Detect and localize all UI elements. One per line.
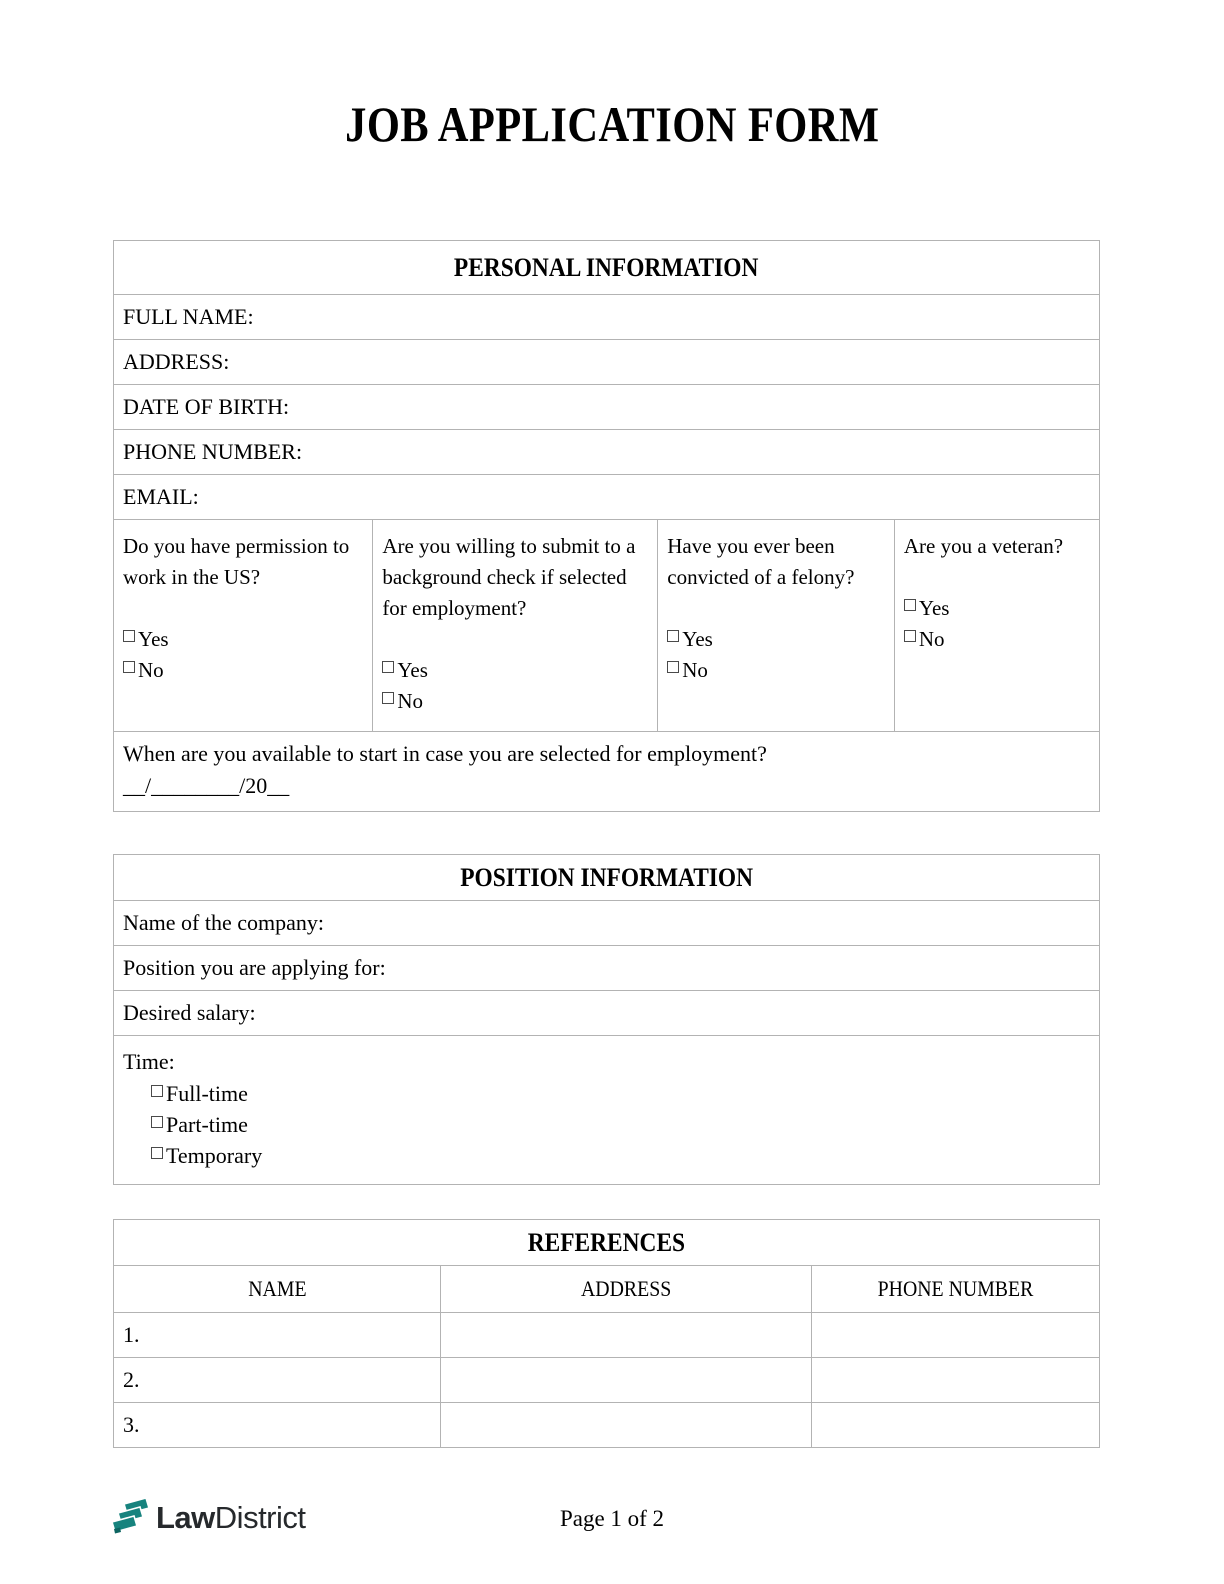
field-row xyxy=(114,901,1100,946)
option-yes-label: Yes xyxy=(397,658,428,682)
references-column-header-row xyxy=(114,1266,1100,1313)
reference-3-address-cell[interactable] xyxy=(441,1403,812,1448)
questions-row xyxy=(114,520,1100,732)
checkbox-icon[interactable] xyxy=(151,1116,163,1128)
page-footer xyxy=(0,1494,1224,1550)
availability-cell[interactable] xyxy=(114,732,1100,812)
phone-number-field[interactable] xyxy=(114,430,1100,475)
references-table xyxy=(113,1219,1100,1448)
option-temporary-label: Temporary xyxy=(166,1143,263,1168)
option-yes-label: Yes xyxy=(682,627,713,651)
position-applied-label: Position you are applying for: xyxy=(123,955,386,980)
option-yes xyxy=(382,655,647,686)
options-group xyxy=(382,655,647,717)
checkbox-icon[interactable] xyxy=(151,1147,163,1159)
phone-column-header xyxy=(812,1266,1100,1313)
table-row xyxy=(114,1358,1100,1403)
date-of-birth-field[interactable] xyxy=(114,385,1100,430)
address-field[interactable] xyxy=(114,340,1100,385)
question-felony-text: Have you ever been convicted of a felony? xyxy=(667,534,855,589)
option-temporary xyxy=(151,1140,1090,1171)
row-number: 2. xyxy=(123,1367,140,1392)
page-number-label: Page 1 of 2 xyxy=(559,1506,665,1531)
question-permission-text: Do you have permission to work in the US? xyxy=(123,534,350,589)
row-number: 3. xyxy=(123,1412,140,1437)
table-row xyxy=(114,1403,1100,1448)
options-group xyxy=(667,624,884,686)
reference-1-phone-cell[interactable] xyxy=(812,1313,1100,1358)
time-options-group xyxy=(151,1078,1090,1171)
brand-district: District xyxy=(214,1500,306,1535)
title-wrap xyxy=(0,0,1224,153)
option-no-label: No xyxy=(918,627,945,651)
option-yes-label: Yes xyxy=(918,596,950,620)
full-name-label: FULL NAME: xyxy=(123,304,254,329)
desired-salary-label: Desired salary: xyxy=(123,1000,256,1025)
time-row xyxy=(114,1036,1100,1185)
phone-column-label: PHONE NUMBER xyxy=(877,1276,1034,1301)
personal-information-table xyxy=(113,240,1100,812)
section-header-row xyxy=(114,241,1100,295)
field-row xyxy=(114,385,1100,430)
checkbox-icon[interactable] xyxy=(904,599,916,611)
position-section-header xyxy=(114,855,1100,901)
reference-1-address-cell[interactable] xyxy=(441,1313,812,1358)
option-no-label: No xyxy=(138,658,164,682)
email-field[interactable] xyxy=(114,475,1100,520)
field-row xyxy=(114,295,1100,340)
table-row xyxy=(114,1313,1100,1358)
field-row xyxy=(114,991,1100,1036)
time-cell xyxy=(114,1036,1100,1185)
page-title: JOB APPLICATION FORM xyxy=(344,96,880,152)
option-no xyxy=(667,655,884,686)
references-section-title: REFERENCES xyxy=(527,1227,686,1257)
availability-row xyxy=(114,732,1100,812)
question-veteran-cell xyxy=(894,520,1099,732)
options-group xyxy=(904,593,1089,655)
phone-number-label: PHONE NUMBER: xyxy=(123,439,303,464)
full-name-field[interactable] xyxy=(114,295,1100,340)
field-row xyxy=(114,475,1100,520)
desired-salary-field[interactable] xyxy=(114,991,1100,1036)
question-felony-cell xyxy=(658,520,895,732)
field-row xyxy=(114,946,1100,991)
name-column-header xyxy=(114,1266,441,1313)
option-yes xyxy=(904,593,1089,624)
email-label: EMAIL: xyxy=(123,484,199,509)
company-name-field[interactable] xyxy=(114,901,1100,946)
checkbox-icon[interactable] xyxy=(382,692,394,704)
checkbox-icon[interactable] xyxy=(904,630,916,642)
option-yes xyxy=(667,624,884,655)
section-header-row xyxy=(114,1220,1100,1266)
question-veteran-text: Are you a veteran? xyxy=(903,534,1064,558)
question-background-check-text: Are you willing to submit to a background check if selected for employment? xyxy=(382,534,636,620)
position-information-table xyxy=(113,854,1100,1185)
option-no xyxy=(123,655,362,686)
availability-question: When are you available to start in case you are selected for employment? xyxy=(123,741,767,766)
section-header-row xyxy=(114,855,1100,901)
name-column-label: NAME xyxy=(248,1276,307,1301)
question-background-check-cell xyxy=(373,520,658,732)
option-no xyxy=(382,686,647,717)
option-no xyxy=(904,624,1089,655)
address-label: ADDRESS: xyxy=(123,349,230,374)
checkbox-icon[interactable] xyxy=(667,661,679,673)
option-part-time-label: Part-time xyxy=(166,1112,248,1137)
reference-3-name-cell[interactable] xyxy=(114,1403,441,1448)
brand-law: Law xyxy=(156,1500,215,1535)
reference-3-phone-cell[interactable] xyxy=(812,1403,1100,1448)
option-part-time xyxy=(151,1109,1090,1140)
address-column-header xyxy=(441,1266,812,1313)
references-section-header xyxy=(114,1220,1100,1266)
date-of-birth-label: DATE OF BIRTH: xyxy=(123,394,290,419)
checkbox-icon[interactable] xyxy=(123,661,135,673)
option-full-time-label: Full-time xyxy=(166,1081,248,1106)
option-full-time xyxy=(151,1078,1090,1109)
checkbox-icon[interactable] xyxy=(123,630,135,642)
time-label: Time: xyxy=(123,1049,175,1074)
option-yes-label: Yes xyxy=(138,627,169,651)
field-row xyxy=(114,430,1100,475)
options-group xyxy=(123,624,362,686)
reference-2-name-cell[interactable] xyxy=(114,1358,441,1403)
reference-2-address-cell[interactable] xyxy=(441,1358,812,1403)
option-no-label: No xyxy=(397,689,423,713)
question-permission-cell xyxy=(114,520,373,732)
position-applied-field[interactable] xyxy=(114,946,1100,991)
row-number: 1. xyxy=(123,1322,140,1347)
address-column-label: ADDRESS xyxy=(581,1276,672,1301)
reference-1-name-cell[interactable] xyxy=(114,1313,441,1358)
reference-2-phone-cell[interactable] xyxy=(812,1358,1100,1403)
availability-answer-line: __/________/20__ xyxy=(123,773,290,798)
field-row xyxy=(114,340,1100,385)
checkbox-icon[interactable] xyxy=(382,661,394,673)
checkbox-icon[interactable] xyxy=(151,1085,163,1097)
checkbox-icon[interactable] xyxy=(667,630,679,642)
option-yes xyxy=(123,624,362,655)
position-section-title: POSITION INFORMATION xyxy=(460,862,753,892)
personal-section-title: PERSONAL INFORMATION xyxy=(454,252,759,282)
company-name-label: Name of the company: xyxy=(123,910,324,935)
personal-section-header xyxy=(114,241,1100,295)
option-no-label: No xyxy=(682,658,708,682)
